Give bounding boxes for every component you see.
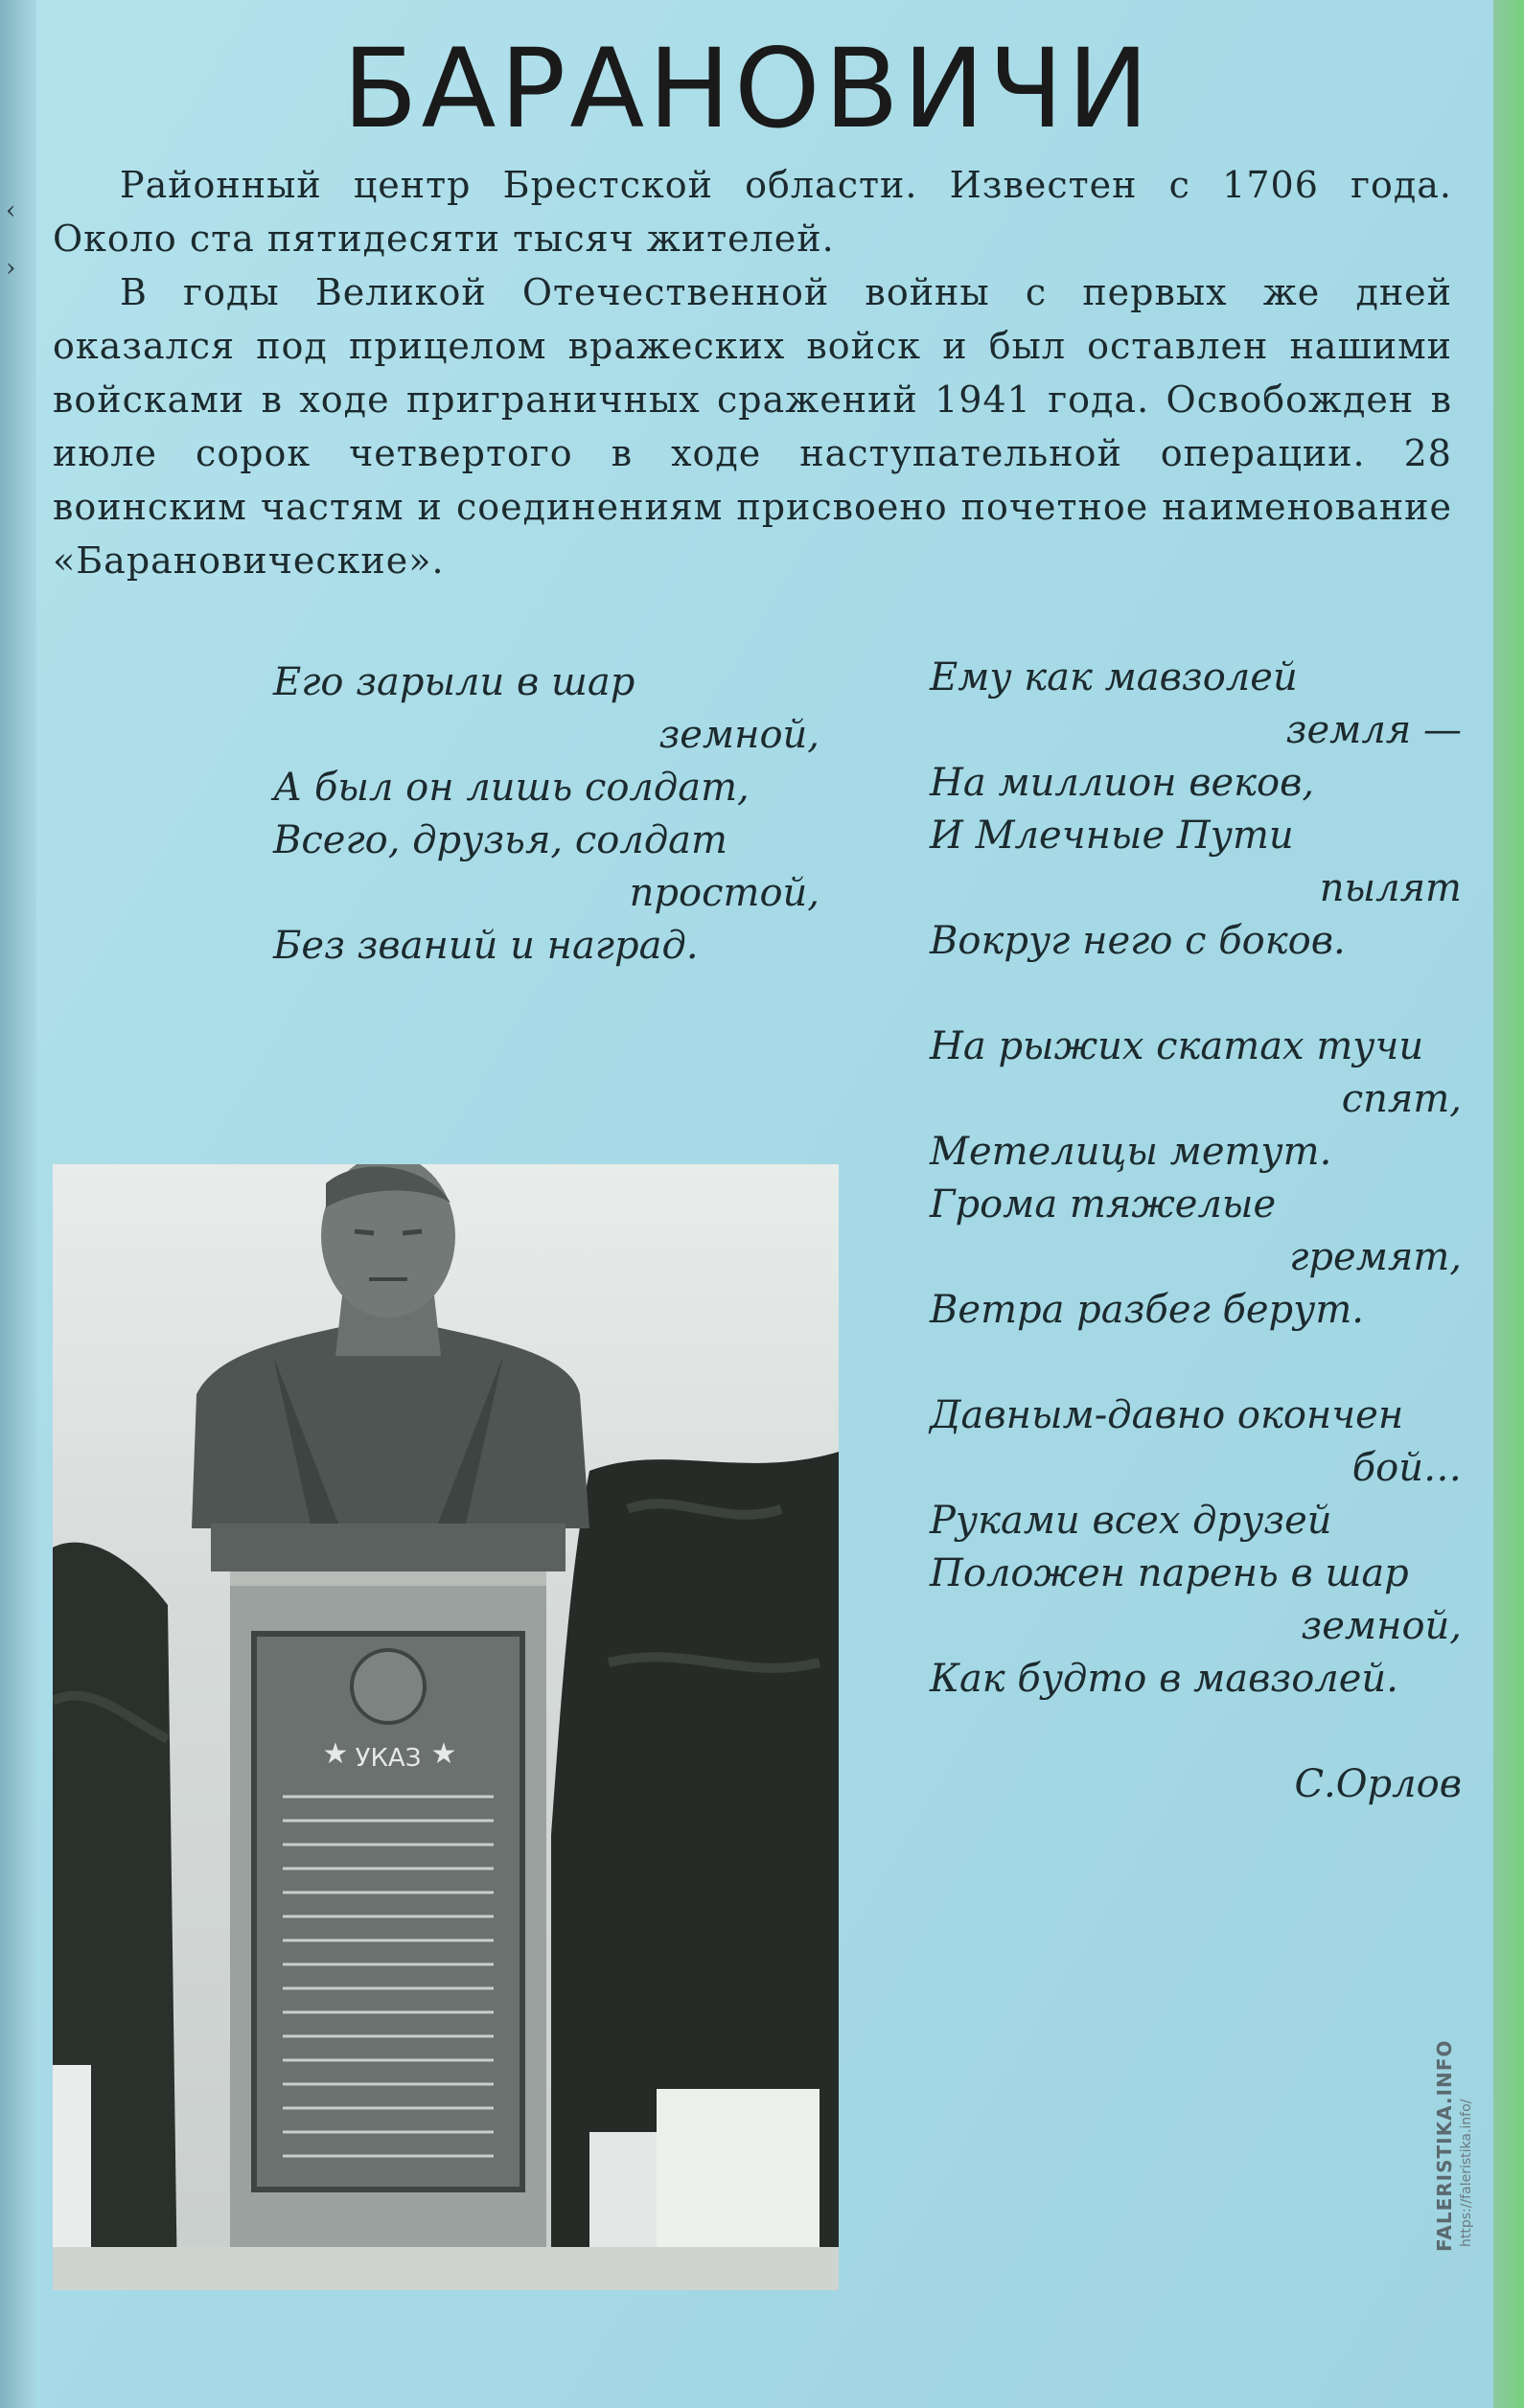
poem-line: А был он лишь солдат, (273, 766, 750, 810)
svg-text:★: ★ (322, 1737, 349, 1771)
poem-right-column (930, 652, 1462, 1811)
poem-line: Давным-давно окончен (930, 1393, 1404, 1437)
poem-line: Без званий и наград. (273, 924, 699, 968)
left-page-edge (0, 0, 36, 2408)
poem-line: гремят, (1289, 1235, 1462, 1279)
bust-base (211, 1524, 566, 1571)
poem-line: спят, (1341, 1077, 1462, 1121)
bust-shoulders (192, 1327, 589, 1528)
poem-line: простой, (629, 871, 820, 915)
poem-line: На рыжих скатах тучи (930, 1024, 1424, 1068)
intro-paragraph-1: Районный центр Брестской области. Известен с 1706 года. Около ста пятидесяти тысяч жителей. (53, 164, 1452, 260)
poem-line: Руками всех друзей (930, 1499, 1332, 1543)
watermark-brand: FALERISTIKA.INFO (1433, 2039, 1456, 2252)
poem-line: Метелицы метут. (930, 1130, 1332, 1174)
poem-line: Его зарыли в шар (273, 660, 635, 704)
intro-paragraph-2: В годы Великой Отечественной войны с первых же дней оказался под прицелом вражеских войск и был оставлен нашими войсками в ходе приграничных сражений 1941 года. Освобожден в июле сорок четвертого в ходе наступательной операции. 28 воинским частям и соединениям присвоено почетное наименование «Барановические». (53, 271, 1452, 582)
plaque-emblem (352, 1650, 425, 1723)
intro-text (53, 158, 1452, 587)
poem-stanza-2 (930, 1021, 1462, 1337)
poem-line: Всего, друзья, солдат (273, 818, 727, 862)
page-title: БАРАНОВИЧИ (342, 25, 1153, 152)
poem-line: И Млечные Пути (930, 814, 1294, 858)
poem-line: Как будто в мавзолей. (930, 1657, 1398, 1701)
poem-stanza-3 (930, 1389, 1462, 1706)
poem-line: земля — (1285, 708, 1462, 752)
poem-line: На миллион веков, (930, 761, 1315, 805)
plaque-heading: УКАЗ (355, 1744, 422, 1773)
poem-line: пылят (1319, 866, 1462, 910)
poem-left-column (273, 656, 820, 973)
poem-author: С.Орлов (1294, 1762, 1462, 1806)
monument-photo (53, 1164, 839, 2290)
poem-line: Ему как мавзолей (930, 655, 1298, 699)
poem-line: Грома тяжелые (930, 1182, 1277, 1227)
poem-line: Ветра разбег берут. (930, 1288, 1364, 1332)
svg-text:★: ★ (430, 1737, 457, 1771)
watermark-url: https://faleristika.info/ (1459, 2098, 1474, 2247)
left-page-marks: ‹ › (6, 196, 16, 283)
poem-line: Положен парень в шар (930, 1551, 1409, 1595)
poem-line: Вокруг него с боков. (930, 919, 1346, 963)
poem-line: бой… (1351, 1446, 1462, 1490)
right-background-edge (1493, 0, 1524, 2408)
poem-stanza-1 (930, 652, 1462, 968)
monument-illustration (53, 1164, 839, 2290)
poem-line: земной, (1301, 1604, 1462, 1648)
poem-line: земной, (658, 713, 820, 757)
